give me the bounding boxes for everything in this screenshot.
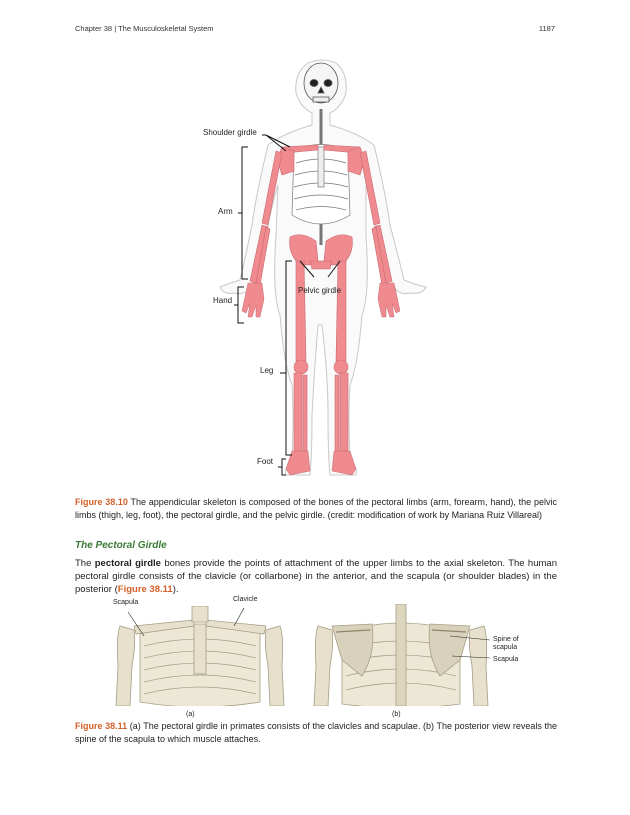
- figure-reference-link[interactable]: Figure 38.11: [117, 584, 173, 595]
- label-leg: Leg: [260, 366, 274, 375]
- figure-38-11-caption: [75, 720, 557, 745]
- label-shoulder-girdle: Shoulder girdle: [203, 128, 257, 137]
- label-foot: Foot: [257, 457, 274, 466]
- paragraph-text: The: [75, 558, 95, 569]
- body-paragraph: [75, 557, 557, 596]
- label-scapula-b: Scapula: [493, 656, 519, 663]
- label-spine-of-scapula: Spine of scapula: [493, 636, 519, 651]
- caption-text: (a) The pectoral girdle in primates consists of the clavicles and scapulae. (b) The posterior view reveals the spine of the scapula to which muscle attaches.: [75, 721, 557, 744]
- label-pelvic-girdle: Pelvic girdle: [298, 286, 342, 295]
- figure-38-11a-anterior: [110, 606, 290, 706]
- figure-38-10-skeleton: [190, 55, 450, 495]
- running-header-chapter: Chapter 38 | The Musculoskeletal System: [75, 24, 214, 33]
- label-panel-b: (b): [392, 711, 401, 718]
- label-scapula-a: Scapula: [113, 599, 139, 606]
- key-term: pectoral girdle: [94, 558, 161, 569]
- label-clavicle: Clavicle: [233, 596, 258, 603]
- label-panel-a: (a): [186, 711, 195, 718]
- label-arm: Arm: [218, 207, 233, 216]
- skull: [304, 63, 338, 103]
- caption-text: The appendicular skeleton is composed of the bones of the pectoral limbs (arm, forearm, hand), the pelvic limbs (thigh, leg, foot), the pectoral girdle, and the pelvic girdle. (credit: modification of work by Mariana Ruiz Villareal): [75, 497, 557, 520]
- foot-bones: [286, 451, 356, 475]
- caption-label: Figure 38.10: [75, 497, 128, 507]
- section-title: The Pectoral Girdle: [75, 540, 167, 551]
- label-hand: Hand: [213, 296, 233, 305]
- page-number: 1187: [538, 24, 555, 33]
- figure-38-10-caption: [75, 496, 557, 521]
- figure-38-11b-posterior: [312, 604, 490, 706]
- paragraph-text: ).: [172, 584, 179, 595]
- caption-label: Figure 38.11: [75, 721, 128, 731]
- paragraph-text: bones provide the points of attachment of the upper limbs to the axial skeleton. The human pectoral girdle consists of the clavicle (or collarbone) in the anterior, and the scapula (or shoulder blades) in the posterior (: [75, 558, 557, 595]
